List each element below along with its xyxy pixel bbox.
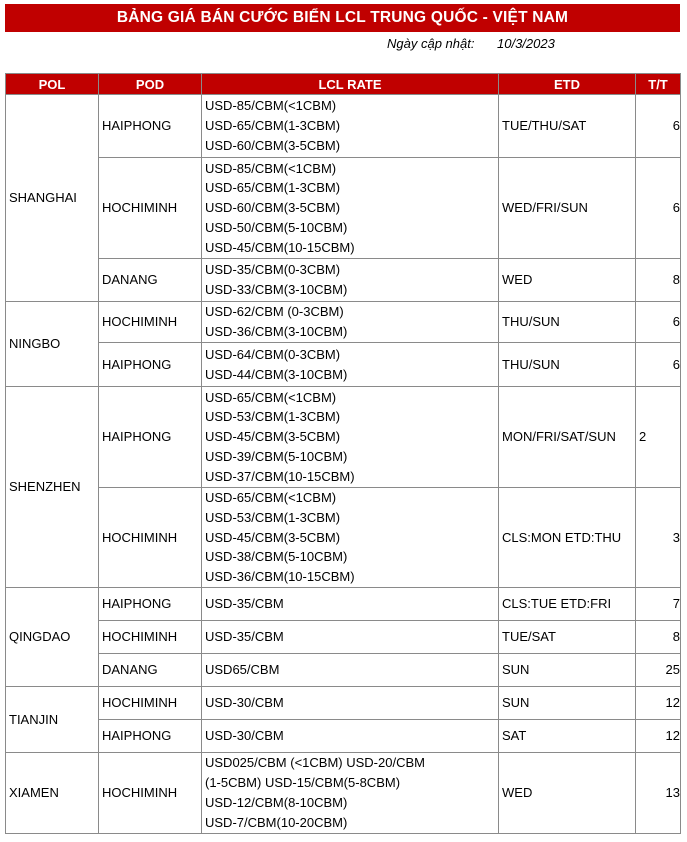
rate-line: USD-45/CBM(3-5CBM): [205, 429, 341, 445]
rate-line: USD-7/CBM(10-20CBM): [205, 814, 348, 830]
tt-cell: 8: [636, 621, 681, 654]
etd-cell: SUN: [499, 687, 636, 720]
pol-cell: XIAMEN: [6, 753, 99, 834]
rate-line: USD-50/CBM(5-10CBM): [205, 219, 348, 235]
pol-cell: TIANJIN: [6, 687, 99, 753]
table-row: [6, 753, 681, 834]
rate-line: USD-30/CBM: [205, 728, 284, 744]
table-row: [6, 687, 681, 720]
header-pol: POL: [6, 74, 99, 95]
rate-line: USD-38/CBM(5-10CBM): [205, 549, 348, 565]
pod-cell: HOCHIMINH: [99, 753, 202, 834]
header-row: [6, 74, 681, 95]
header-etd: ETD: [499, 74, 636, 95]
table-row: [6, 621, 681, 654]
rate-line: USD-62/CBM (0-3CBM): [205, 304, 344, 320]
table-row: [6, 343, 681, 387]
header-rate: LCL RATE: [202, 74, 499, 95]
update-info: [0, 36, 687, 54]
rate-line: USD-30/CBM: [205, 695, 284, 711]
rate-cell: [202, 621, 499, 654]
header-tt: T/T: [636, 74, 681, 95]
table-row: [6, 259, 681, 302]
pod-cell: DANANG: [99, 654, 202, 687]
rate-line: USD-44/CBM(3-10CBM): [205, 366, 348, 382]
rate-line: USD-35/CBM(0-3CBM): [205, 262, 341, 278]
rate-cell: [202, 588, 499, 621]
tt-cell: 12: [636, 720, 681, 753]
pol-cell: QINGDAO: [6, 588, 99, 687]
rate-line: USD-60/CBM(3-5CBM): [205, 137, 341, 153]
rate-cell: [202, 259, 499, 302]
pod-cell: HAIPHONG: [99, 387, 202, 488]
rate-line: (1-5CBM) USD-15/CBM(5-8CBM): [205, 775, 401, 791]
rate-line: USD-36/CBM(10-15CBM): [205, 569, 355, 585]
rate-line: USD-65/CBM(1-3CBM): [205, 118, 341, 134]
pod-cell: HAIPHONG: [99, 588, 202, 621]
rate-line: USD-36/CBM(3-10CBM): [205, 324, 348, 339]
rate-cell: [202, 302, 499, 343]
tt-cell: 2: [636, 387, 681, 488]
table-row: [6, 302, 681, 343]
table-row: [6, 488, 681, 588]
pod-cell: HOCHIMINH: [99, 621, 202, 654]
table-row: [6, 654, 681, 687]
etd-cell: WED: [499, 259, 636, 302]
etd-cell: CLS:TUE ETD:FRI: [499, 588, 636, 621]
tt-cell: 6: [636, 302, 681, 343]
tt-cell: 7: [636, 588, 681, 621]
rate-line: USD-37/CBM(10-15CBM): [205, 468, 355, 484]
rate-line: USD-85/CBM(<1CBM): [205, 160, 337, 176]
pod-cell: HAIPHONG: [99, 343, 202, 387]
pod-cell: HOCHIMINH: [99, 488, 202, 588]
tt-cell: 13: [636, 753, 681, 834]
rate-line: USD-53/CBM(1-3CBM): [205, 509, 341, 525]
tt-cell: 6: [636, 343, 681, 387]
pod-cell: HOCHIMINH: [99, 158, 202, 259]
pod-cell: HAIPHONG: [99, 720, 202, 753]
update-date: 10/3/2023: [497, 36, 555, 51]
rate-cell: [202, 387, 499, 488]
etd-cell: MON/FRI/SAT/SUN: [499, 387, 636, 488]
table-row: [6, 588, 681, 621]
pod-cell: DANANG: [99, 259, 202, 302]
rate-line: USD-45/CBM(10-15CBM): [205, 239, 355, 255]
rate-line: USD-39/CBM(5-10CBM): [205, 448, 348, 464]
rate-line: USD65/CBM: [205, 662, 280, 678]
rate-line: USD025/CBM (<1CBM) USD-20/CBM: [205, 755, 425, 771]
rate-cell: [202, 720, 499, 753]
rate-cell: [202, 158, 499, 259]
header-pod: POD: [99, 74, 202, 95]
tt-cell: 3: [636, 488, 681, 588]
table-row: [6, 387, 681, 488]
pol-cell: SHANGHAI: [6, 95, 99, 302]
rate-line: USD-64/CBM(0-3CBM): [205, 346, 341, 362]
etd-cell: THU/SUN: [499, 302, 636, 343]
rate-cell: [202, 654, 499, 687]
rate-line: USD-60/CBM(3-5CBM): [205, 200, 341, 216]
rate-cell: [202, 753, 499, 834]
tt-cell: 12: [636, 687, 681, 720]
pol-cell: SHENZHEN: [6, 387, 99, 588]
rate-line: USD-35/CBM: [205, 629, 284, 645]
tt-cell: 25: [636, 654, 681, 687]
etd-cell: TUE/SAT: [499, 621, 636, 654]
rate-line: USD-85/CBM(<1CBM): [205, 98, 337, 114]
table-row: [6, 720, 681, 753]
pod-cell: HOCHIMINH: [99, 687, 202, 720]
etd-cell: THU/SUN: [499, 343, 636, 387]
tt-cell: 6: [636, 95, 681, 158]
rate-line: USD-65/CBM(<1CBM): [205, 389, 337, 405]
etd-cell: SAT: [499, 720, 636, 753]
update-label: Ngày cập nhật:: [387, 36, 475, 51]
rate-line: USD-65/CBM(1-3CBM): [205, 180, 341, 196]
tt-cell: 8: [636, 259, 681, 302]
rate-line: USD-65/CBM(<1CBM): [205, 490, 337, 505]
page-title: BẢNG GIÁ BÁN CƯỚC BIỂN LCL TRUNG QUỐC - VIỆT NAM: [5, 4, 680, 32]
rate-line: USD-12/CBM(8-10CBM): [205, 795, 348, 810]
etd-cell: TUE/THU/SAT: [499, 95, 636, 158]
pod-cell: HOCHIMINH: [99, 302, 202, 343]
pol-cell: NINGBO: [6, 302, 99, 387]
rate-cell: [202, 343, 499, 387]
etd-cell: SUN: [499, 654, 636, 687]
etd-cell: CLS:MON ETD:THU: [499, 488, 636, 588]
tt-cell: 6: [636, 158, 681, 259]
etd-cell: WED/FRI/SUN: [499, 158, 636, 259]
rate-line: USD-45/CBM(3-5CBM): [205, 529, 341, 545]
rate-cell: [202, 95, 499, 158]
rate-line: USD-53/CBM(1-3CBM): [205, 409, 341, 425]
pod-cell: HAIPHONG: [99, 95, 202, 158]
etd-cell: WED: [499, 753, 636, 834]
rate-cell: [202, 687, 499, 720]
rate-line: USD-35/CBM: [205, 596, 284, 612]
table-row: [6, 158, 681, 259]
rate-cell: [202, 488, 499, 588]
table-row: [6, 95, 681, 158]
rate-line: USD-33/CBM(3-10CBM): [205, 282, 348, 297]
rate-table: [5, 73, 681, 834]
